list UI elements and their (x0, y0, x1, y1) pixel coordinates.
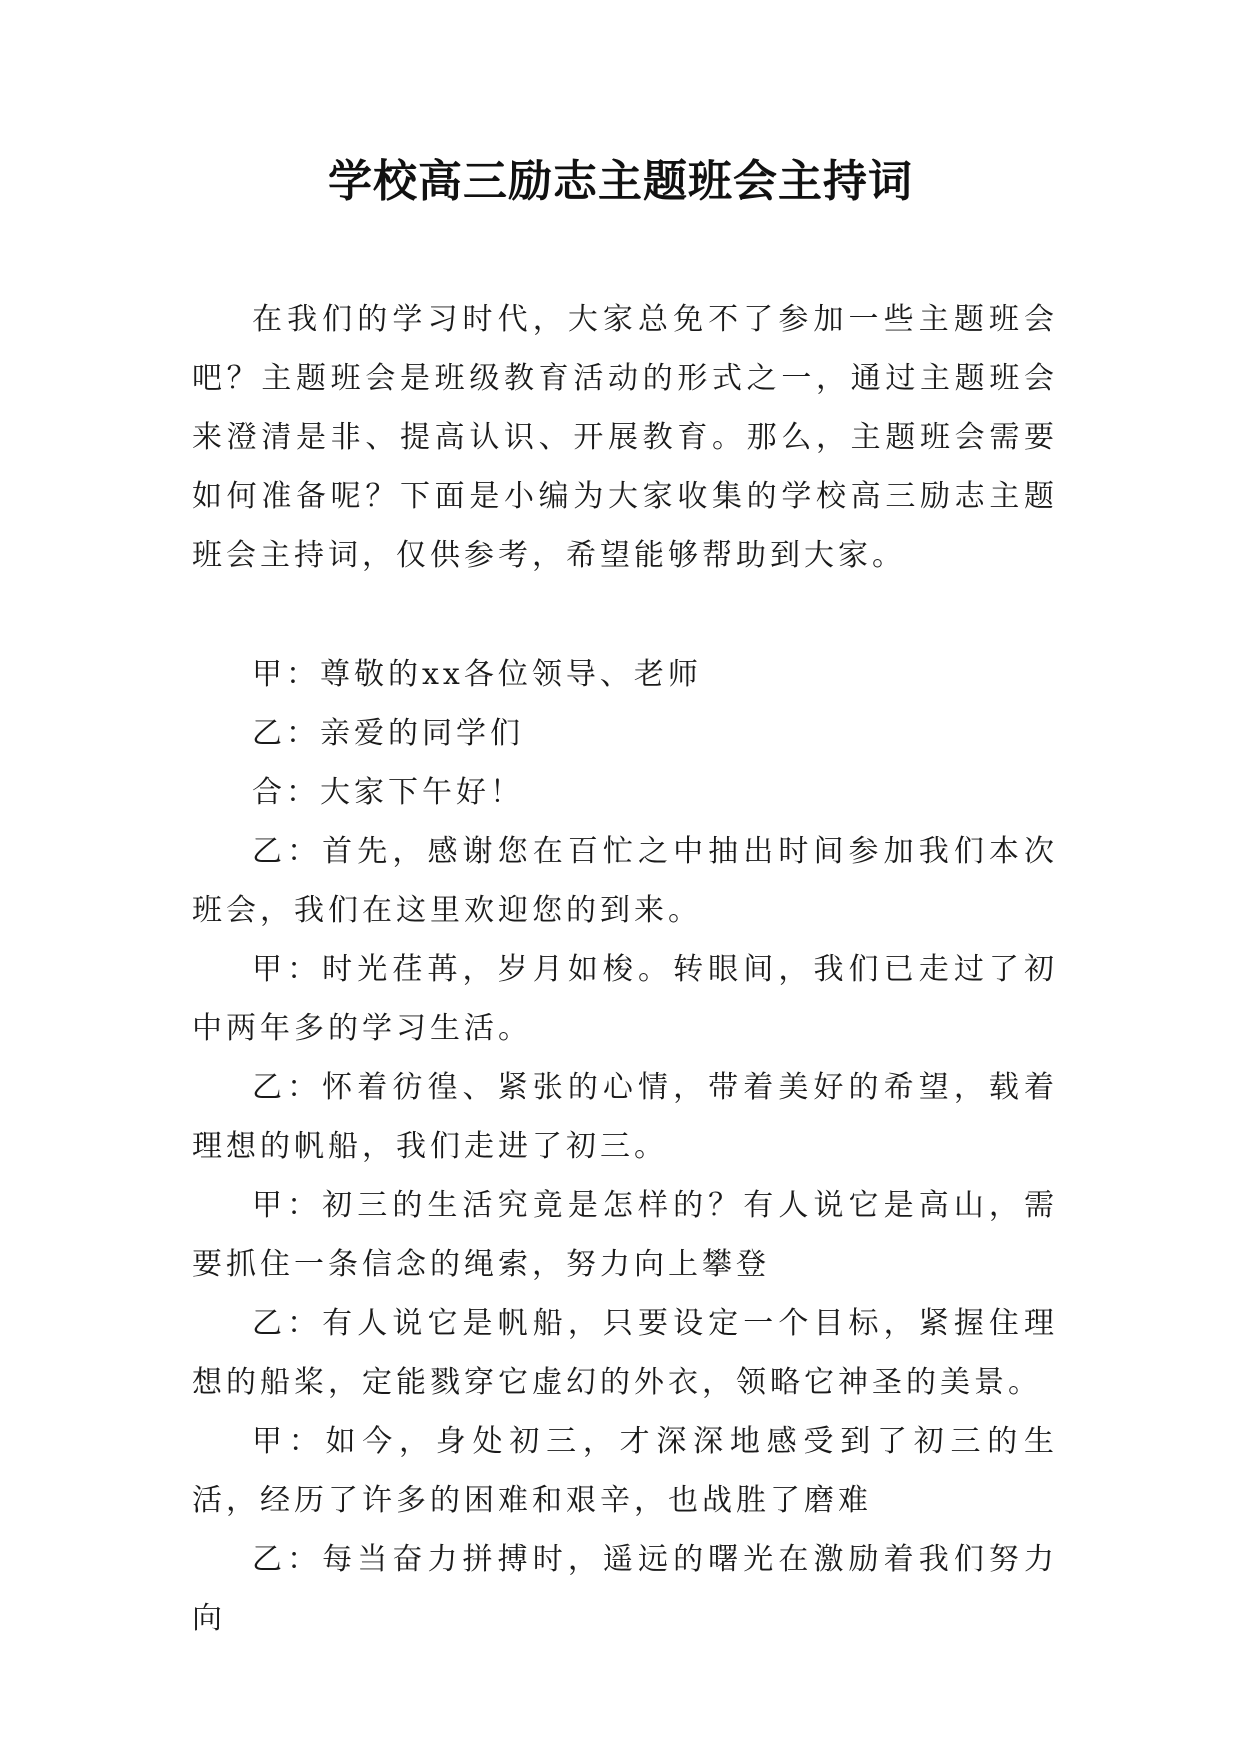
dialogue-line: 合：大家下午好！ (252, 775, 524, 810)
dialogue-line: 乙：首先，感谢您在百忙之中抽出时间参加我们本次班会，我们在这里欢迎您的到来。 (192, 834, 1058, 928)
dialogue-line: 乙：怀着彷徨、紧张的心情，带着美好的希望，载着理想的帆船，我们走进了初三。 (192, 1070, 1058, 1164)
dialogue-line: 甲：初三的生活究竟是怎样的？有人说它是高山，需要抓住一条信念的绳索，努力向上攀登 (192, 1188, 1058, 1282)
dialogue-line: 乙：有人说它是帆船，只要设定一个目标，紧握住理想的船桨，定能戮穿它虚幻的外衣，领略它神圣的美景。 (192, 1306, 1058, 1400)
dialogue-line: 乙：每当奋力拼搏时，遥远的曙光在激励着我们努力向 (192, 1542, 1058, 1636)
dialogue-line: 甲：如今，身处初三，才深深地感受到了初三的生活，经历了许多的困难和艰辛，也战胜了磨难 (192, 1424, 1058, 1518)
dialogue-line: 甲：时光荏苒，岁月如梭。转眼间，我们已走过了初中两年多的学习生活。 (192, 952, 1058, 1046)
document-title: 学校高三励志主题班会主持词 (328, 156, 913, 207)
intro-paragraph: 在我们的学习时代，大家总免不了参加一些主题班会吧？主题班会是班级教育活动的形式之一，通过主题班会来澄清是非、提高认识、开展教育。那么，主题班会需要如何准备呢？下面是小编为大家收集的学校高三励志主题班会主持词，仅供参考，希望能够帮助到大家。 (192, 302, 1058, 573)
dialogue-line: 乙：亲爱的同学们 (252, 716, 524, 751)
dialogue-line: 甲：尊敬的xx各位领导、老师 (252, 657, 702, 692)
paragraph-gap (192, 585, 1058, 645)
document-body (192, 290, 1058, 1648)
